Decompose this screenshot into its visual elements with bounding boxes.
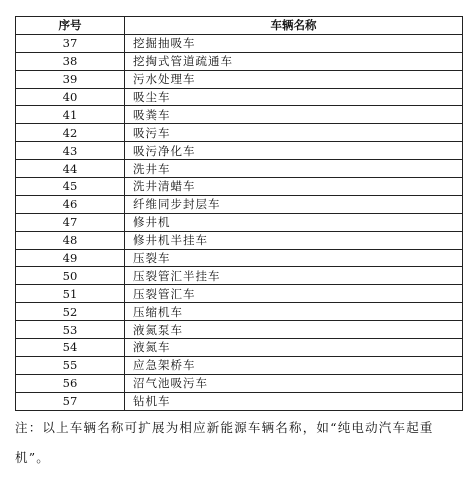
row-vehicle-name: 压裂管汇车	[125, 285, 463, 303]
row-vehicle-name: 吸尘车	[125, 88, 463, 106]
table-row	[16, 142, 463, 160]
table-row	[16, 88, 463, 106]
row-index: 53	[16, 321, 125, 339]
row-index: 38	[16, 52, 125, 70]
table-row	[16, 52, 463, 70]
table-row	[16, 303, 463, 321]
table-row	[16, 124, 463, 142]
table-row	[16, 34, 463, 52]
table-row	[16, 339, 463, 357]
row-index: 42	[16, 124, 125, 142]
row-vehicle-name: 挖掘抽吸车	[125, 34, 463, 52]
table-row	[16, 267, 463, 285]
row-vehicle-name: 钻机车	[125, 392, 463, 410]
table-row	[16, 195, 463, 213]
row-index: 49	[16, 249, 125, 267]
row-index: 50	[16, 267, 125, 285]
table-row	[16, 285, 463, 303]
row-index: 56	[16, 374, 125, 392]
row-vehicle-name: 修井机	[125, 213, 463, 231]
footnote: 注：以上车辆名称可扩展为相应新能源车辆名称，如“纯电动汽车起重机”。	[15, 420, 434, 465]
table-row	[16, 106, 463, 124]
row-vehicle-name: 纤维同步封层车	[125, 195, 463, 213]
row-vehicle-name: 沼气池吸污车	[125, 374, 463, 392]
table-row	[16, 356, 463, 374]
row-vehicle-name: 吸粪车	[125, 106, 463, 124]
table-row	[16, 374, 463, 392]
row-index: 51	[16, 285, 125, 303]
row-vehicle-name: 洗井车	[125, 160, 463, 178]
row-vehicle-name: 挖掏式管道疏通车	[125, 52, 463, 70]
row-index: 48	[16, 231, 125, 249]
row-vehicle-name: 压缩机车	[125, 303, 463, 321]
table-row	[16, 178, 463, 196]
row-index: 54	[16, 339, 125, 357]
row-index: 46	[16, 195, 125, 213]
row-index: 44	[16, 160, 125, 178]
row-index: 47	[16, 213, 125, 231]
table-row	[16, 213, 463, 231]
row-vehicle-name: 修井机半挂车	[125, 231, 463, 249]
table-row	[16, 160, 463, 178]
row-index: 40	[16, 88, 125, 106]
table-row	[16, 392, 463, 410]
row-index: 43	[16, 142, 125, 160]
row-index: 57	[16, 392, 125, 410]
header-vehicle-name: 车辆名称	[125, 17, 463, 35]
row-vehicle-name: 吸污车	[125, 124, 463, 142]
row-index: 55	[16, 356, 125, 374]
row-vehicle-name: 污水处理车	[125, 70, 463, 88]
row-vehicle-name: 吸污净化车	[125, 142, 463, 160]
row-index: 52	[16, 303, 125, 321]
row-index: 37	[16, 34, 125, 52]
row-index: 45	[16, 178, 125, 196]
table-row	[16, 249, 463, 267]
row-index: 41	[16, 106, 125, 124]
table-row	[16, 231, 463, 249]
table-header-row	[16, 17, 463, 35]
row-vehicle-name: 液氮车	[125, 339, 463, 357]
row-vehicle-name: 压裂管汇半挂车	[125, 267, 463, 285]
table-row	[16, 70, 463, 88]
row-index: 39	[16, 70, 125, 88]
row-vehicle-name: 洗井清蜡车	[125, 178, 463, 196]
vehicle-name-table	[15, 16, 463, 411]
table-body	[16, 34, 463, 410]
row-vehicle-name: 压裂车	[125, 249, 463, 267]
row-vehicle-name: 应急架桥车	[125, 356, 463, 374]
table-row	[16, 321, 463, 339]
row-vehicle-name: 液氮泵车	[125, 321, 463, 339]
header-index: 序号	[16, 17, 125, 35]
